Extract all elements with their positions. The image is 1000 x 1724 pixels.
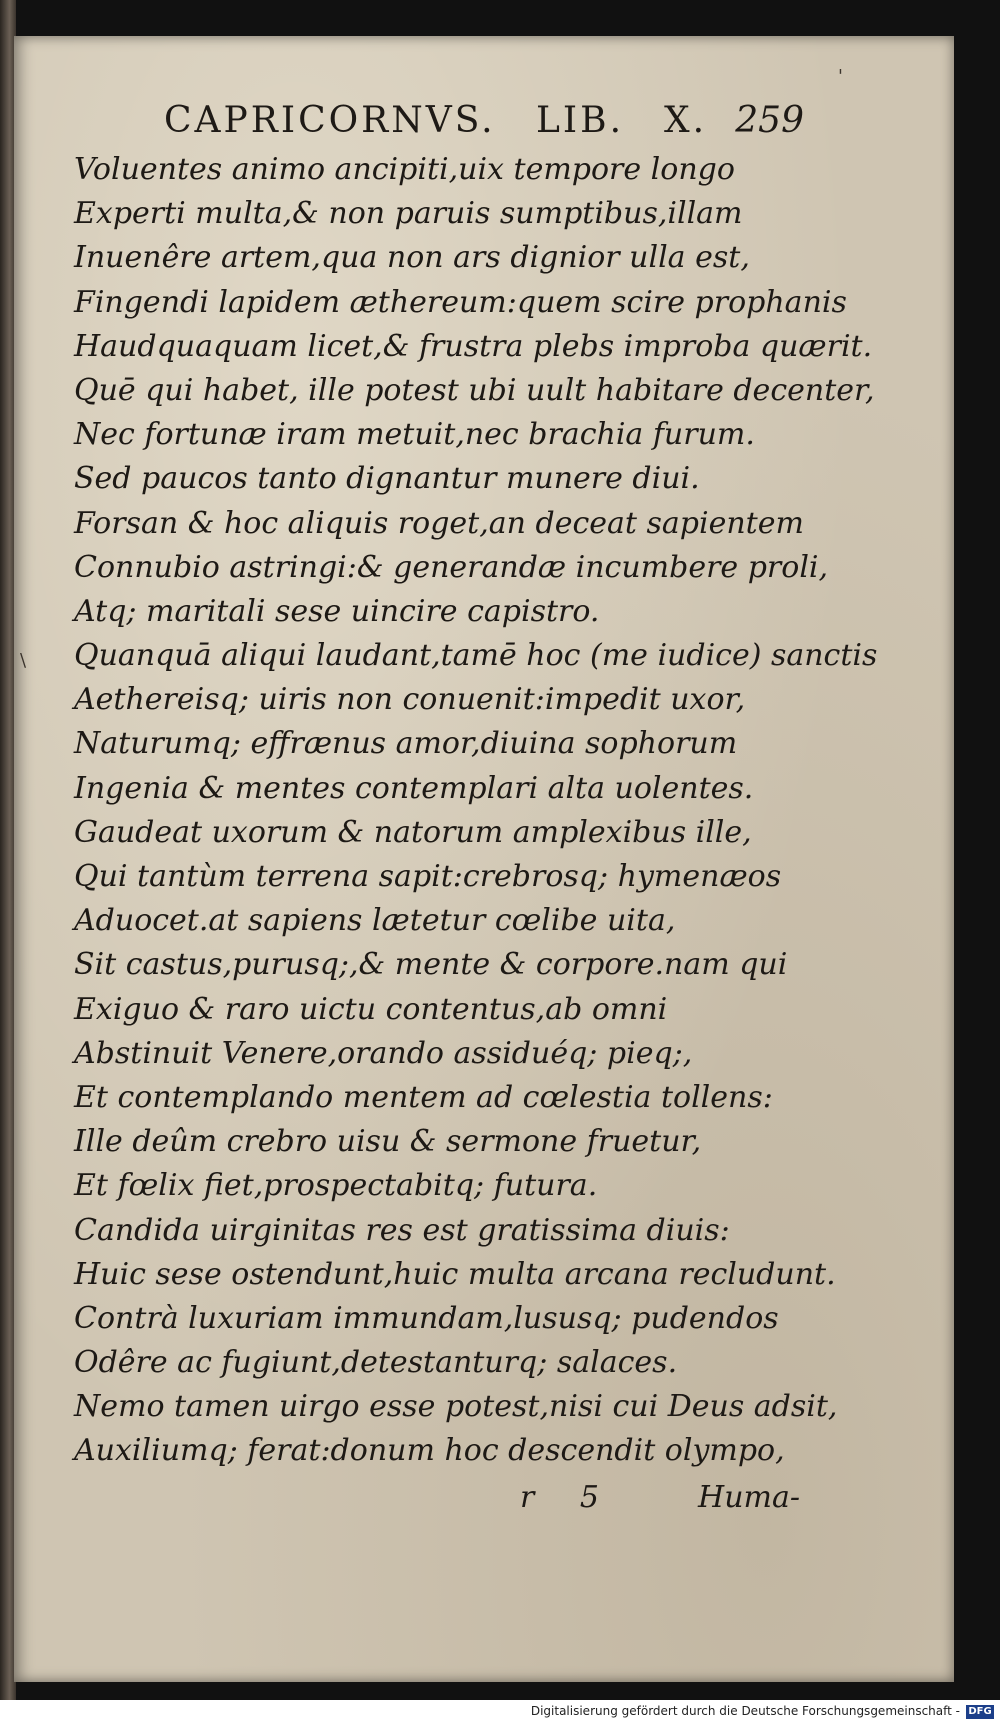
verse-line: Fingendi lapidem æthereum:quem scire prophanis bbox=[74, 284, 847, 320]
margin-mark: ' bbox=[838, 66, 843, 87]
verse-line: Atq; maritali sese uincire capistro. bbox=[74, 593, 600, 629]
page-footer bbox=[520, 1480, 800, 1524]
verse-line: Quanquā aliqui laudant,tamē hoc (me iudice) sanctis bbox=[74, 638, 878, 674]
verse-line: Forsan & hoc aliquis roget,an deceat sapientem bbox=[74, 505, 804, 541]
verse-line: Candida uirginitas res est gratissima diuis: bbox=[74, 1212, 730, 1248]
dfg-logo: DFG bbox=[966, 1705, 994, 1719]
running-head-title: CAPRICORNVS. bbox=[164, 100, 496, 141]
verse-line: Haudquaquam licet,& frustra plebs improba quærit. bbox=[74, 328, 873, 364]
digitization-credit-bar bbox=[0, 1700, 1000, 1724]
verse-line: Aethereisq; uiris non conuenit:impedit uxor, bbox=[74, 682, 746, 718]
verse-line: Experti multa,& non paruis sumptibus,illam bbox=[74, 196, 743, 232]
verse-line: Sit castus,purusq;,& mente & corpore.nam qui bbox=[74, 947, 788, 983]
signature-mark: r 5 bbox=[520, 1480, 617, 1515]
running-head bbox=[148, 92, 808, 148]
verse-line: Nemo tamen uirgo esse potest,nisi cui Deus adsit, bbox=[74, 1389, 838, 1425]
running-head-lib: LIB. bbox=[536, 100, 625, 141]
verse-line: Inuenêre artem,qua non ars dignior ulla est, bbox=[74, 240, 750, 276]
verse-line: Connubio astringi:& generandæ incumbere proli, bbox=[74, 549, 829, 585]
verse-line: Abstinuit Venere,orando assiduéq; pieq;, bbox=[74, 1035, 693, 1071]
verse-line: Naturumq; effrænus amor,diuina sophorum bbox=[74, 726, 738, 762]
margin-mark: \ bbox=[20, 650, 27, 671]
credit-text: Digitalisierung gefördert durch die Deutsche Forschungsgemeinschaft - bbox=[530, 1704, 960, 1718]
verse-line: Gaudeat uxorum & natorum amplexibus ille, bbox=[74, 814, 752, 850]
verse-line: Voluentes animo ancipiti,uix tempore longo bbox=[74, 152, 735, 187]
running-head-book-number: X. bbox=[664, 100, 708, 141]
verse-line: Contrà luxuriam immundam,lususq; pudendos bbox=[74, 1300, 779, 1336]
page-number: 259 bbox=[735, 100, 804, 141]
verse-line: Et contemplando mentem ad cœlestia tollens: bbox=[74, 1079, 773, 1115]
verse-line: Qui tantùm terrena sapit:crebrosq; hymenæos bbox=[74, 859, 782, 894]
verse-line: Aduocet.at sapiens lætetur cœlibe uita, bbox=[74, 903, 676, 939]
verse-line: Ingenia & mentes contemplari alta uolentes. bbox=[74, 770, 754, 806]
verse-line: Nec fortunæ iram metuit,nec brachia furum. bbox=[74, 417, 755, 453]
verse-line: Et fœlix fiet,prospectabitq; futura. bbox=[74, 1168, 598, 1204]
catchword: Huma- bbox=[698, 1480, 800, 1515]
verse-line: Ille deûm crebro uisu & sermone fruetur, bbox=[74, 1124, 702, 1160]
verse-text bbox=[74, 148, 878, 1474]
verse-line: Sed paucos tanto dignantur munere diui. bbox=[74, 461, 700, 497]
verse-line: Odêre ac fugiunt,detestanturq; salaces. bbox=[74, 1345, 678, 1381]
verse-line: Exiguo & raro uictu contentus,ab omni bbox=[74, 991, 668, 1027]
verse-line: Quē qui habet, ille potest ubi uult habitare decenter, bbox=[74, 372, 875, 408]
verse-line: Auxiliumq; ferat:donum hoc descendit olympo, bbox=[74, 1433, 785, 1469]
verse-line: Huic sese ostendunt,huic multa arcana recludunt. bbox=[74, 1256, 836, 1292]
